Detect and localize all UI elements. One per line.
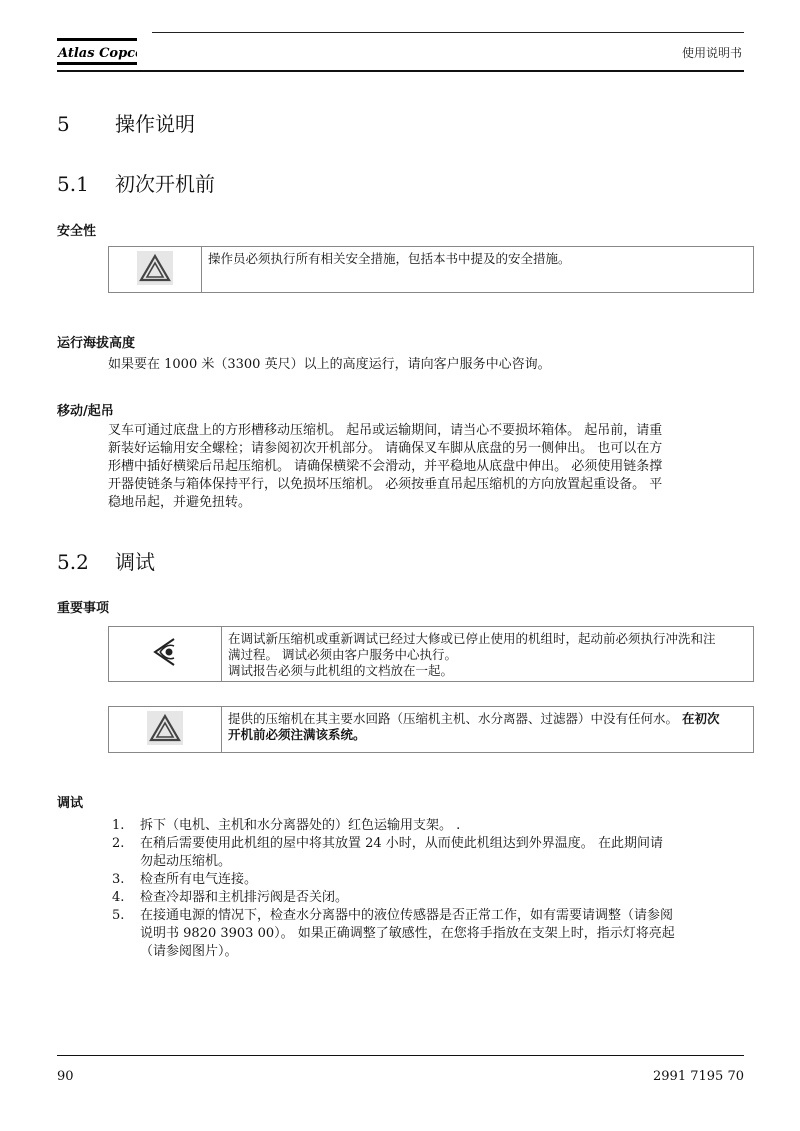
commissioning-heading: 调试 [57,796,84,811]
step-line: 在接通电源的情况下，检查水分离器中的液位传感器是否正常工作，如有需要请调整（请参阅 [140,908,674,923]
moving-line: 叉车可通过底盘上的方形槽移动压缩机。 起吊或运输期间，请当心不要损坏箱体。 起吊前，请重 [108,423,663,438]
moving-line: 形槽中插好横梁后吊起压缩机。 请确保横梁不会滑动，并平稳地从底盘中伸出。 必须使用链条撑 [108,459,663,474]
header-top-rule [152,32,744,33]
important-note-1 [108,626,754,682]
list-item [112,889,752,907]
moving-paragraph [108,422,748,512]
list-item [112,907,752,961]
eye-attention-icon [150,635,180,673]
warning-icon-cell [109,247,202,292]
note-line: 满过程。 调试必须由客户服务中心执行。 [228,647,457,662]
moving-heading: 移动/起吊 [57,404,114,419]
section-5-2-heading [57,546,155,575]
section-title: 初次开机前 [115,172,215,196]
step-line: 在稍后需要使用此机组的屋中将其放置 24 小时，从而使此机组达到外界温度。 在此期间请 [140,836,663,851]
step-number: 2. [112,836,125,851]
important-note-2 [108,706,754,753]
list-item [112,817,752,835]
note-line: 调试报告必须与此机组的文档放在一起。 [228,663,454,678]
warning-icon-cell [109,707,222,752]
moving-line: 新装好运输用安全螺栓；请参阅初次开机部分。 请确保叉车脚从底盘的另一侧伸出。 也可以在方 [108,441,663,456]
step-number: 5. [112,908,125,923]
attention-icon-cell [109,627,222,681]
section-title: 调试 [115,550,155,574]
document-type: 使用说明书 [681,46,742,60]
atlas-copco-logo [57,36,137,70]
section-5-1-heading [57,168,215,197]
section-number: 5 [57,112,70,136]
section-number: 5.1 [57,172,89,196]
page-number: 90 [57,1069,74,1084]
list-item [112,871,752,889]
safety-note [108,246,754,293]
document-number: 2991 7195 70 [653,1069,744,1084]
step-line: （请参阅图片）。 [140,944,238,959]
moving-line: 开器使链条与箱体保持平行，以免损坏压缩机。 必须按垂直吊起压缩机的方向放置起重设备。 平 [108,477,663,492]
warning-triangle-icon [147,711,183,749]
footer-rule [57,1055,744,1056]
safety-note-text: 操作员必须执行所有相关安全措施，包括本书中提及的安全措施。 [208,251,571,266]
moving-line: 稳地吊起，并避免扭转。 [108,495,252,510]
step-line: 检查所有电气连接。 [140,872,258,887]
note-bold-text: 在初次 [682,711,720,726]
header-bottom-rule [57,70,744,72]
commissioning-steps [112,817,752,961]
altitude-heading: 运行海拔高度 [57,336,136,351]
section-number: 5.2 [57,550,89,574]
svg-text:Atlas Copco: Atlas Copco [58,46,137,61]
section-5-heading [57,108,195,137]
note-line: 在调试新压缩机或重新调试已经过大修或已停止使用的机组时，起动前必须执行冲洗和注 [228,631,716,646]
warning-triangle-icon [137,251,173,289]
step-line: 检查冷却器和主机排污阀是否关闭。 [140,890,349,905]
section-title: 操作说明 [115,112,195,136]
important-note-2-text [222,707,726,752]
note-text: 提供的压缩机在其主要水回路（压缩机主机、水分离器、过滤器）中没有任何水。 [228,711,679,726]
step-line: 拆下（电机、主机和水分离器处的）红色运输用支架。 . [140,818,461,833]
step-line: 说明书 9820 3903 00）。 如果正确调整了敏感性，在您将手指放在支架上时，指示灯将亮起 [140,926,675,941]
step-number: 4. [112,890,125,905]
step-line: 勿起动压缩机。 [140,854,232,869]
safety-heading: 安全性 [57,224,97,239]
important-heading: 重要事项 [57,601,110,616]
altitude-text: 如果要在 1000 米（3300 英尺）以上的高度运行，请向客户服务中心咨询。 [108,357,551,372]
note-bold-text: 开机前必须注满该系统。 [228,727,366,742]
important-note-1-text [222,627,722,681]
step-number: 3. [112,872,125,887]
step-number: 1. [112,818,125,833]
list-item [112,835,752,871]
